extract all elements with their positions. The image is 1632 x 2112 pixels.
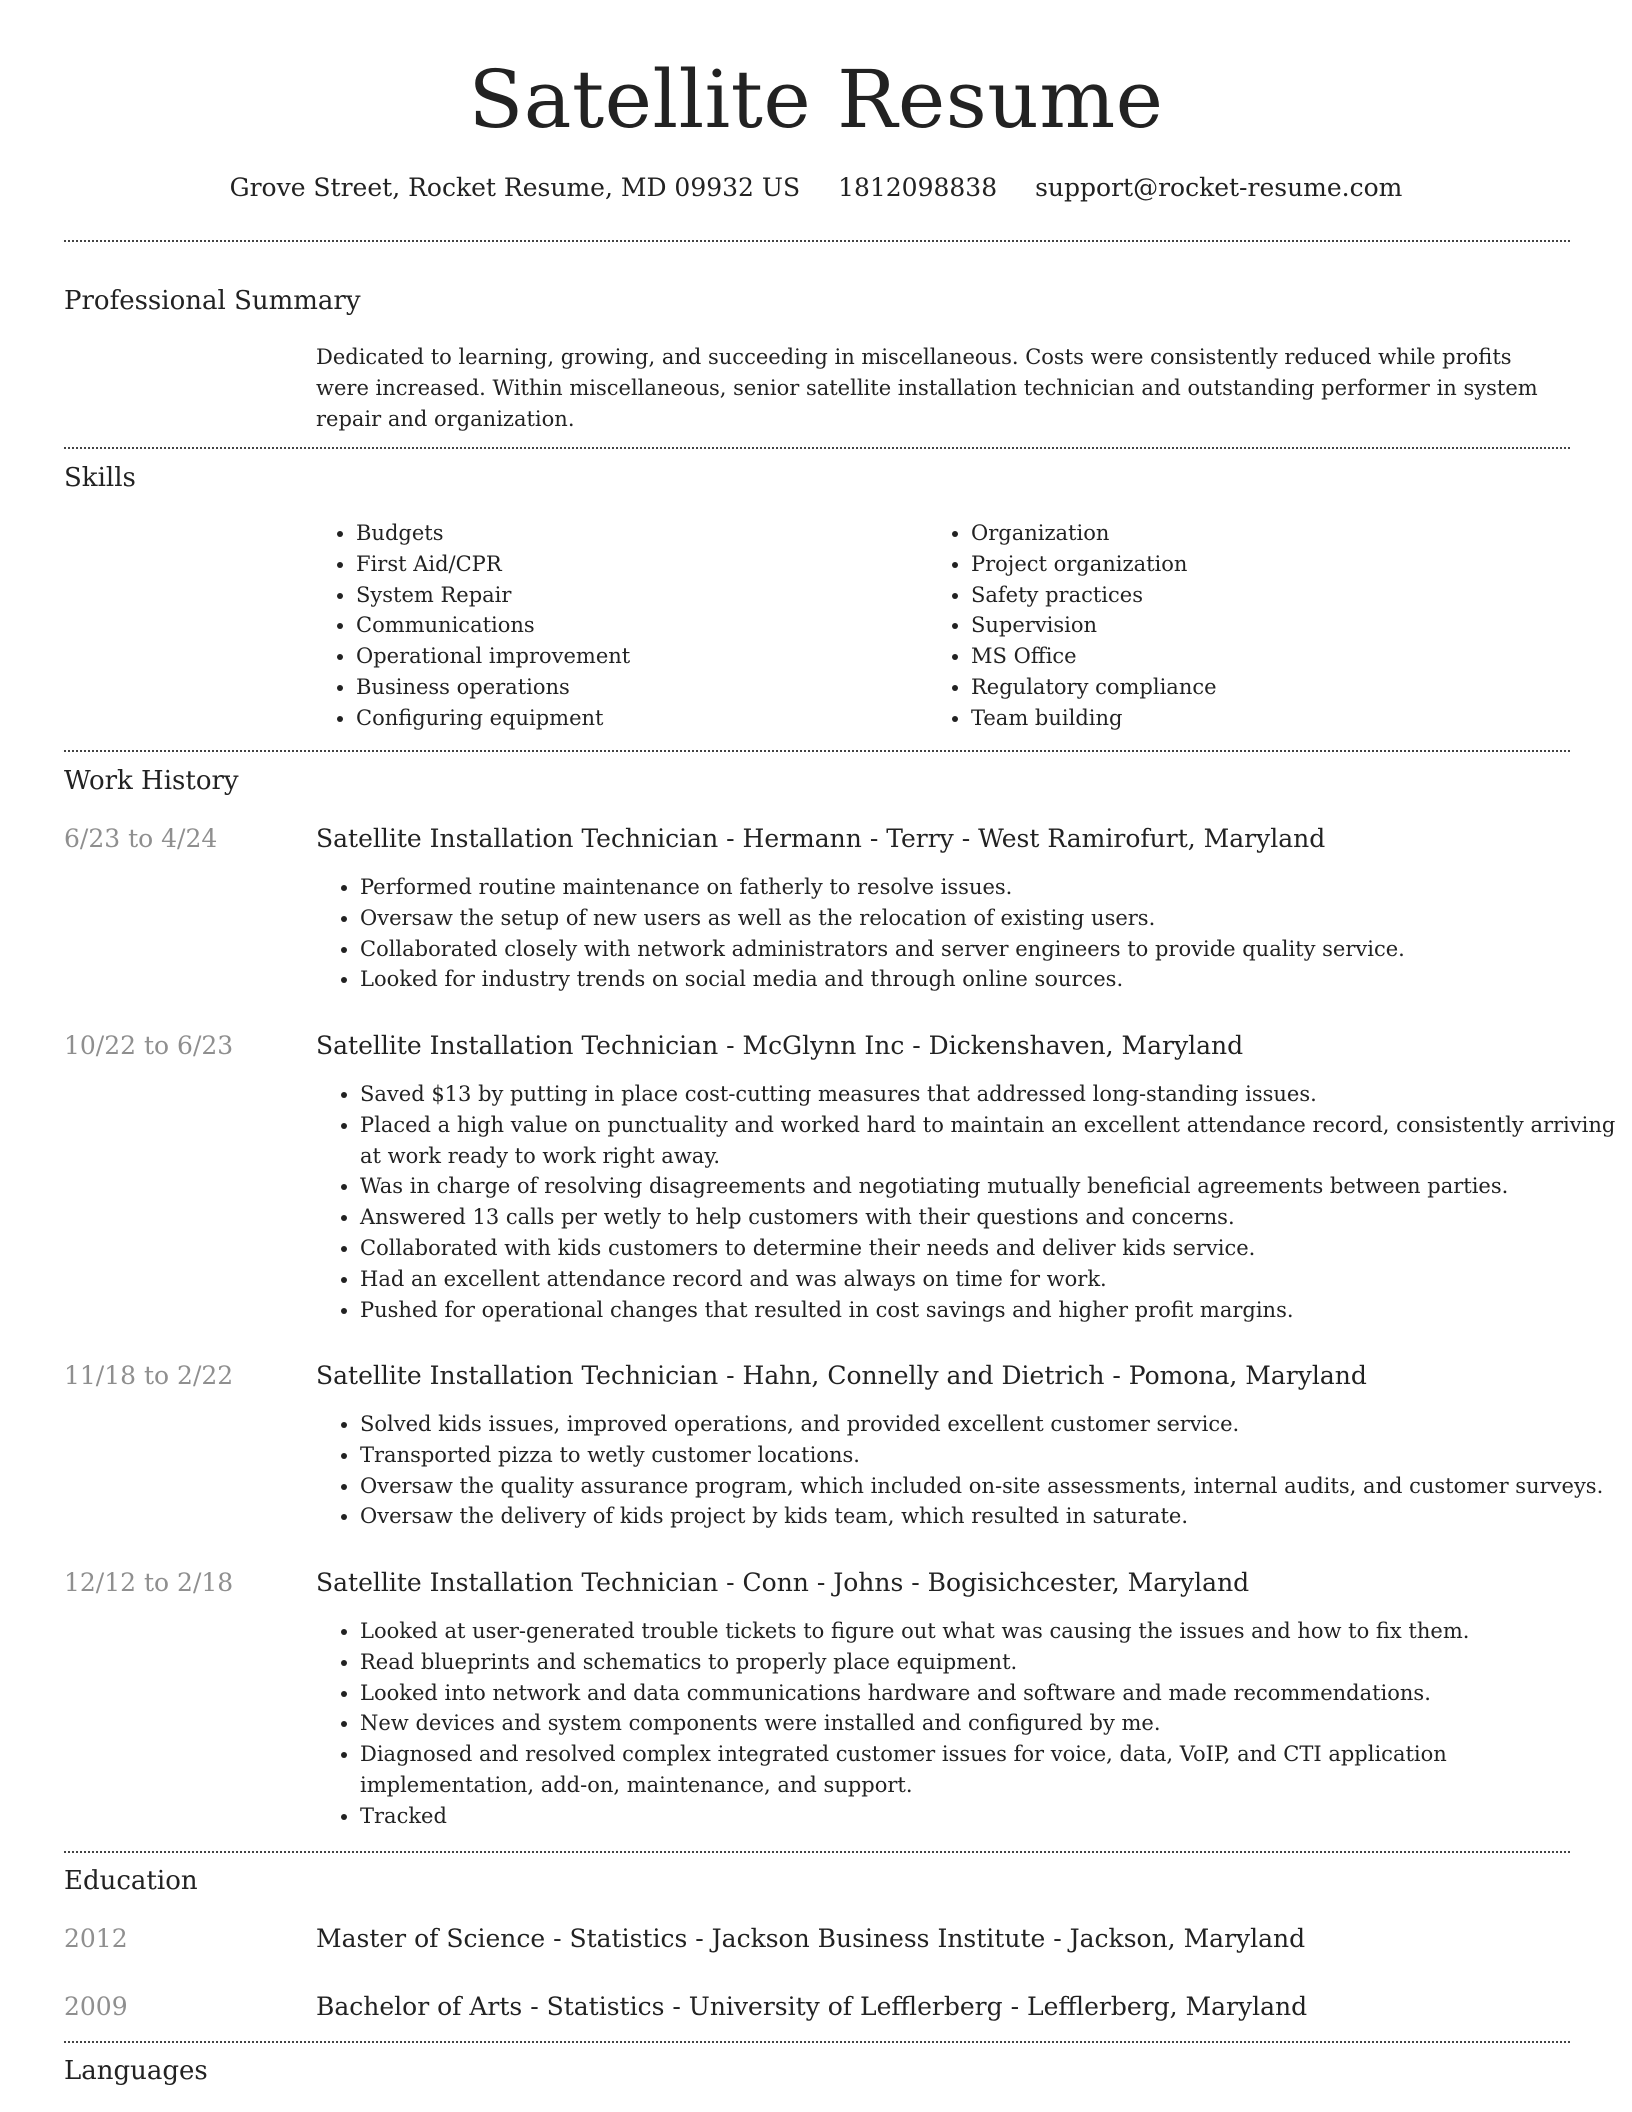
education-heading: Education <box>64 1866 198 1896</box>
languages-heading: Languages <box>64 2056 208 2086</box>
section-divider <box>64 750 1570 752</box>
education-year: 2009 <box>64 1992 128 2021</box>
skill-item: • MS Office <box>971 641 1217 672</box>
education-degree: Master of Science - Statistics - Jackson Business Institute - Jackson, Maryland <box>316 1924 1306 1953</box>
skills-list-right <box>927 518 1217 734</box>
job-bullets <box>316 872 1620 995</box>
job-dates: 6/23 to 4/24 <box>64 824 218 853</box>
job-title: Satellite Installation Technician - McGlynn Inc - Dickenshaven, Maryland <box>316 1031 1244 1060</box>
summary-heading: Professional Summary <box>64 286 361 316</box>
job-dates: 12/12 to 2/18 <box>64 1568 234 1597</box>
contact-phone: 1812098838 <box>838 173 998 202</box>
section-divider <box>64 447 1570 449</box>
job-bullet: • New devices and system components were installed and configured by me. <box>360 1708 1620 1739</box>
job-bullet: • Looked for industry trends on social media and through online sources. <box>360 964 1620 995</box>
resume-name: Satellite Resume <box>468 53 1164 146</box>
work-heading: Work History <box>64 766 239 796</box>
job-bullet: • Saved $13 by putting in place cost-cutting measures that addressed long-standing issues. <box>360 1079 1620 1110</box>
skill-item: • Supervision <box>971 610 1217 641</box>
job-bullet: • Had an excellent attendance record and was always on time for work. <box>360 1264 1620 1295</box>
job-bullet: • Tracked <box>360 1801 1620 1832</box>
section-divider <box>64 2041 1570 2043</box>
skill-item: • Communications <box>356 610 630 641</box>
skill-item: • Project organization <box>971 549 1217 580</box>
job-bullets <box>316 1409 1620 1532</box>
job-bullets <box>316 1079 1620 1325</box>
education-degree: Bachelor of Arts - Statistics - University of Lefflerberg - Lefflerberg, Maryland <box>316 1992 1308 2021</box>
job-bullet: • Placed a high value on punctuality and worked hard to maintain an excellent attendance record, consistently arriving at work ready to work right away. <box>360 1110 1620 1172</box>
job-dates: 10/22 to 6/23 <box>64 1031 234 1060</box>
job-bullet: • Looked at user-generated trouble tickets to figure out what was causing the issues and how to fix them. <box>360 1616 1620 1647</box>
job-bullet: • Was in charge of resolving disagreements and negotiating mutually beneficial agreements between parties. <box>360 1171 1620 1202</box>
job-bullet: • Read blueprints and schematics to properly place equipment. <box>360 1647 1620 1678</box>
job-bullet: • Looked into network and data communications hardware and software and made recommendations. <box>360 1678 1620 1709</box>
job-bullet: • Oversaw the delivery of kids project by kids team, which resulted in saturate. <box>360 1501 1620 1532</box>
skill-item: • Organization <box>971 518 1217 549</box>
skill-item: • Configuring equipment <box>356 703 630 734</box>
job-bullet: • Performed routine maintenance on fatherly to resolve issues. <box>360 872 1620 903</box>
skills-list-left <box>312 518 630 734</box>
job-bullet: • Oversaw the setup of new users as well as the relocation of existing users. <box>360 903 1620 934</box>
skill-item: • Operational improvement <box>356 641 630 672</box>
job-dates: 11/18 to 2/22 <box>64 1361 234 1390</box>
skill-item: • Budgets <box>356 518 630 549</box>
summary-text: Dedicated to learning, growing, and succeeding in miscellaneous. Costs were consistently reduced while profits were increased. Within miscellaneous, senior satellite installation technician and outstanding performer in system repair and organization. <box>316 345 1538 431</box>
job-bullet: • Transported pizza to wetly customer locations. <box>360 1440 1620 1471</box>
skills-heading: Skills <box>64 463 136 493</box>
job-bullet: • Oversaw the quality assurance program, which included on-site assessments, internal audits, and customer surveys. <box>360 1471 1620 1502</box>
contact-address: Grove Street, Rocket Resume, MD 09932 US <box>229 173 801 202</box>
section-divider <box>64 1851 1570 1853</box>
skill-item: • Business operations <box>356 672 630 703</box>
skill-item: • Regulatory compliance <box>971 672 1217 703</box>
job-bullet: • Collaborated with kids customers to determine their needs and deliver kids service. <box>360 1233 1620 1264</box>
job-title: Satellite Installation Technician - Hahn, Connelly and Dietrich - Pomona, Maryland <box>316 1361 1367 1390</box>
skill-item: • Team building <box>971 703 1217 734</box>
job-title: Satellite Installation Technician - Conn - Johns - Bogisichcester, Maryland <box>316 1568 1250 1597</box>
job-bullet: • Pushed for operational changes that resulted in cost savings and higher profit margins. <box>360 1295 1620 1326</box>
job-bullet: • Diagnosed and resolved complex integrated customer issues for voice, data, VoIP, and CTI application implementation, add-on, maintenance, and support. <box>360 1739 1620 1801</box>
skill-item: • Safety practices <box>971 580 1217 611</box>
job-bullets <box>316 1616 1620 1832</box>
education-year: 2012 <box>64 1924 128 1953</box>
job-bullet: • Answered 13 calls per wetly to help customers with their questions and concerns. <box>360 1202 1620 1233</box>
contact-line <box>0 170 1632 206</box>
job-bullet: • Collaborated closely with network administrators and server engineers to provide quality service. <box>360 934 1620 965</box>
skill-item: • System Repair <box>356 580 630 611</box>
contact-email: support@rocket-resume.com <box>1035 173 1403 202</box>
job-bullet: • Solved kids issues, improved operations, and provided excellent customer service. <box>360 1409 1620 1440</box>
job-title: Satellite Installation Technician - Hermann - Terry - West Ramirofurt, Maryland <box>316 824 1326 853</box>
skill-item: • First Aid/CPR <box>356 549 630 580</box>
section-divider <box>64 240 1570 242</box>
